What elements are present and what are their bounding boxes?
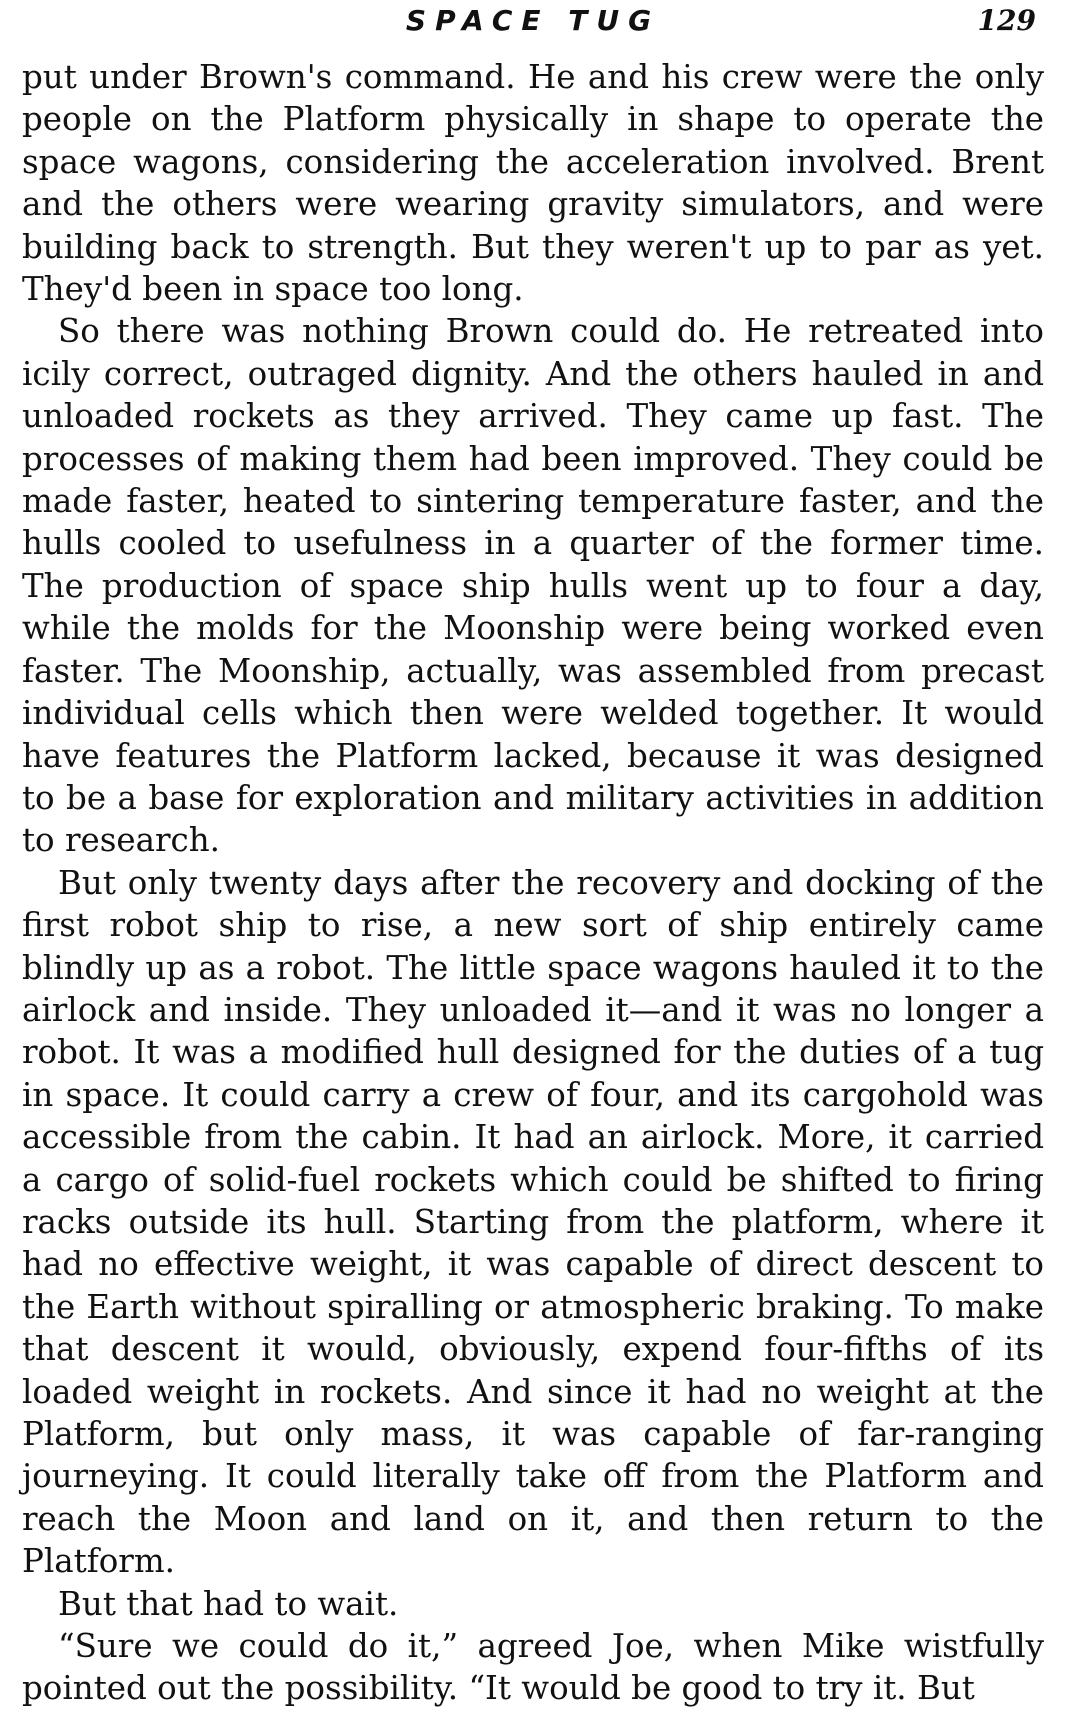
paragraph-4: But that had to wait.: [58, 1584, 399, 1623]
running-head: [22, 0, 1044, 56]
paragraph-5: “Sure we could do it,” agreed Joe, when Mike wistfully pointed out the possibility. “It would be good to try it. But: [22, 1627, 1044, 1708]
page-number: 129: [977, 4, 1036, 37]
running-title: SPACE TUG: [405, 4, 661, 37]
paragraph-1: put under Brown's command. He and his crew were the only people on the Platform physically in shape to operate the space wagons, considering the acceleration involved. Brent and the others were wearing gravity simulators, and were building back to strength. But they weren't up to par as yet. They'd been in space too long.: [22, 58, 1044, 309]
body-text: [22, 56, 1044, 1710]
paragraph-3: But only twenty days after the recovery and docking of the first robot ship to rise, a new sort of ship entirely came blindly up as a robot. The little space wagons hauled it to the airlock and inside. They unloaded it—and it was no longer a robot. It was a modified hull designed for the duties of a tug in space. It could carry a crew of four, and its cargohold was accessible from the cabin. It had an airlock. More, it carried a cargo of solid-fuel rockets which could be shifted to firing racks outside its hull. Starting from the platform, where it had no effective weight, it was capable of direct descent to the Earth without spiralling or atmospheric braking. To make that descent it would, obviously, expend four-fifths of its loaded weight in rockets. And since it had no weight at the Platform, but only mass, it was capable of far-ranging journeying. It could literally take off from the Platform and reach the Moon and land on it, and then return to the Platform.: [22, 863, 1044, 1581]
paragraph-2: So there was nothing Brown could do. He retreated into icily correct, outraged dignity. And the others hauled in and unloaded rockets as they arrived. They came up fast. The processes of making them had been improved. They could be made faster, heated to sintering temperature faster, and the hulls cooled to usefulness in a quarter of the former time. The production of space ship hulls went up to four a day, while the molds for the Moonship were being worked even faster. The Moonship, actually, was assembled from precast individual cells which then were welded together. It would have features the Platform lacked, because it was designed to be a base for exploration and military activities in addition to research.: [22, 312, 1044, 860]
